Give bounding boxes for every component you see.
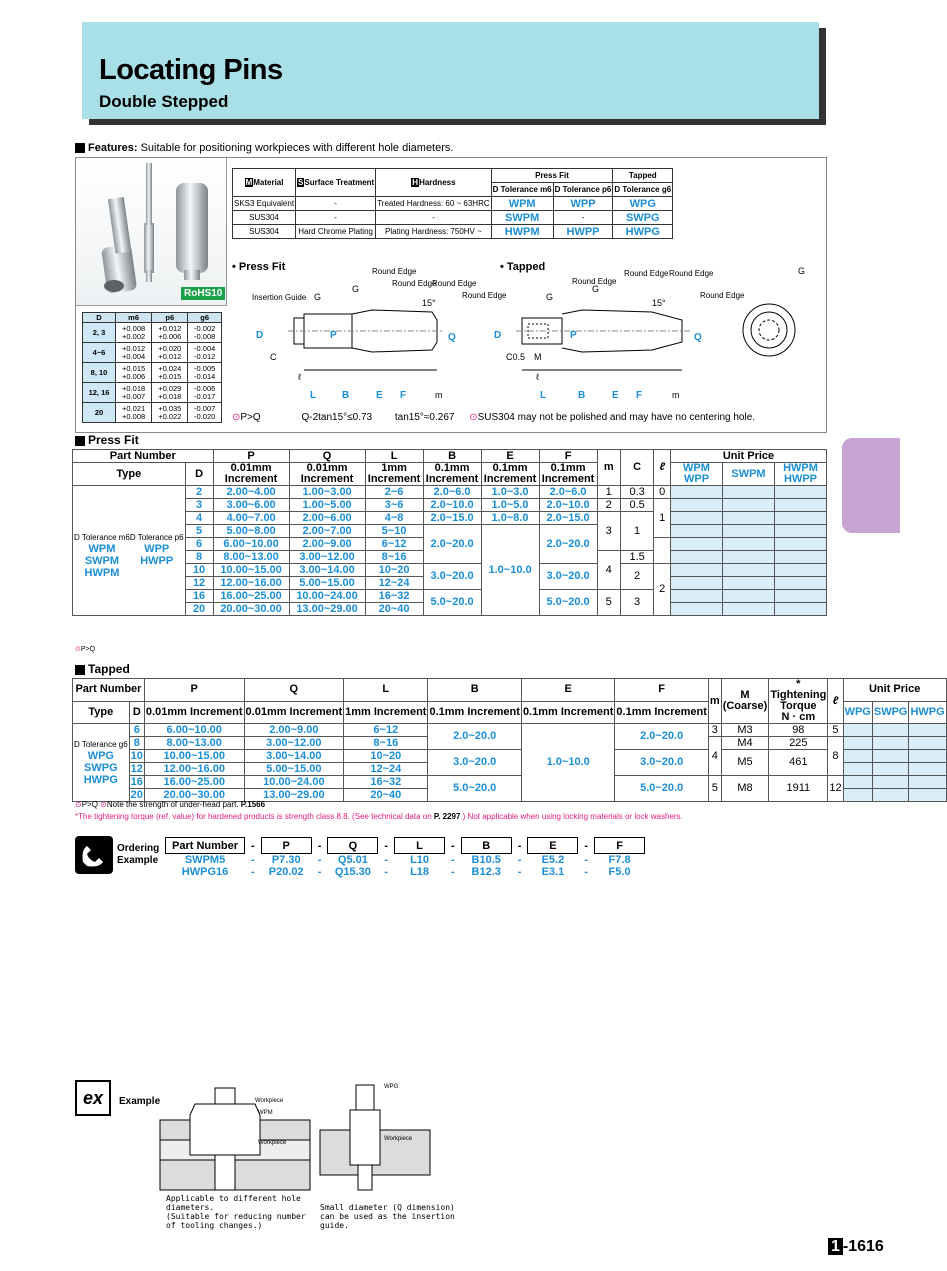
page-title: Locating Pins bbox=[99, 54, 283, 86]
price-cell[interactable] bbox=[671, 499, 723, 512]
price-cell[interactable] bbox=[775, 577, 827, 590]
price-cell[interactable] bbox=[775, 538, 827, 551]
price-cell[interactable] bbox=[723, 603, 775, 616]
price-cell[interactable] bbox=[843, 776, 872, 789]
table-row: 2, 3 +0.008 +0.002 +0.012 +0.006 -0.002 -0.008 bbox=[83, 323, 222, 343]
svg-text:Round Edge: Round Edge bbox=[462, 291, 507, 300]
type-link[interactable]: HWPG bbox=[613, 225, 673, 239]
example-label: Example bbox=[119, 1096, 161, 1107]
type-link[interactable]: WPM bbox=[491, 197, 553, 211]
svg-text:WPM: WPM bbox=[258, 1110, 273, 1116]
svg-text:ℓ: ℓ bbox=[536, 372, 539, 382]
table-row: 10 10.00~15.00 3.00~14.00 10~20 3.0~20.0 3.0~20.0 2 2 bbox=[73, 564, 827, 577]
svg-text:m: m bbox=[435, 390, 443, 400]
svg-text:P: P bbox=[570, 330, 577, 341]
svg-text:B: B bbox=[342, 390, 350, 401]
price-cell[interactable] bbox=[671, 525, 723, 538]
page-number: 1 -1616 bbox=[828, 1238, 884, 1256]
features-label: Features: bbox=[88, 142, 138, 154]
price-cell[interactable] bbox=[671, 486, 723, 499]
pressfit-table: Part Number P Q L B E F m C ℓ Unit Price Type D 0.01mm Increment 0.01mm Increment 1mm Increment 0.1mm Increment 0.1mm Increment 0.1mm Increment WPM WPP SWPM HWPM HWPP D Tolerance m6 WPM SWPM HWPM D Tolerance p6 WPP HWPP 2 2.00~4.00 1.00~3.00 2~6 2.0~6.0 1.0~3.0 2.0~6.0 1 0.3 0 3 3.00~6.00 1.00~5.00 3~6 2.0~10.0 1.0~5.0 2.0~10.0 2 0.5 1 4 4.00~7.00 2.00~6.00 4~8 2.0~15.0 1.0~8.0 2.0~15.0 3 1 5 5.00~8.00 2.00~7.00 5~10 2.0~20.0 1.0~10.0 2.0~20.0 6 6.00~10.00 2.00~9.00 6~12 8 8.00~13.00 3.00~12.00 8~16 4 1.5 10 10.00~15.00 3.00~14.00 10~20 3.0~20.0 3.0~20.0 2 2 12 12.00~16.00 5.00~15.00 12~24 16 16.00~25.00 10.00~24.00 16~32 5.0~20.0 5.0~20.0 5 3 20 20.00~30.00 13.00~29.00 20~40 bbox=[72, 449, 827, 616]
tol-m6-header: D Tolerance m6 bbox=[491, 183, 553, 197]
table-row: D Tolerance g6 WPG SWPG HWPG 6 6.00~10.00 2.00~9.00 6~12 2.0~20.0 1.0~10.0 2.0~20.0 3 M3 98 5 bbox=[73, 724, 947, 737]
right-example-caption: Small diameter (Q dimension) can be used as the insertion guide. bbox=[320, 1203, 455, 1230]
price-cell[interactable] bbox=[723, 590, 775, 603]
bullet-square-icon bbox=[75, 436, 85, 446]
svg-text:G: G bbox=[314, 292, 322, 302]
table-row: 20 20.00~30.00 13.00~29.00 20~40 bbox=[73, 603, 827, 616]
table-row: SUS304 Hard Chrome Plating Plating Hardness: 750HV ~ HWPM HWPP HWPG bbox=[233, 225, 673, 239]
price-cell[interactable] bbox=[723, 564, 775, 577]
svg-text:F: F bbox=[636, 390, 643, 401]
pressfit-section-heading: Press Fit bbox=[75, 433, 139, 447]
ex-badge-icon: ex bbox=[75, 1080, 111, 1116]
price-cell[interactable] bbox=[872, 737, 909, 750]
product-photo bbox=[76, 158, 227, 306]
page-subtitle: Double Stepped bbox=[99, 92, 229, 111]
price-cell[interactable] bbox=[723, 551, 775, 564]
price-cell[interactable] bbox=[843, 789, 872, 802]
tapped-diagram-label: • Tapped bbox=[500, 261, 546, 273]
price-cell[interactable] bbox=[671, 577, 723, 590]
svg-text:G: G bbox=[798, 266, 806, 276]
material-header: MMaterial bbox=[233, 169, 296, 197]
price-cell[interactable] bbox=[723, 538, 775, 551]
price-cell[interactable] bbox=[843, 724, 872, 737]
price-cell[interactable] bbox=[671, 551, 723, 564]
type-link[interactable]: SWPG bbox=[613, 211, 673, 225]
table-row: 20 +0.021 +0.008 +0.035 +0.022 -0.007 -0.020 bbox=[83, 403, 222, 423]
features-heading bbox=[75, 142, 453, 154]
phone-icon bbox=[75, 836, 113, 874]
price-cell[interactable] bbox=[723, 525, 775, 538]
svg-text:D: D bbox=[256, 330, 264, 341]
ordering-table: Part Number - P - Q - L - B - E - F SWPM5 - P7.30 - Q5.01 - L10 - B10.5 - E5.2 - F7.8 HWPG16 - P20.02 - Q15.30 - L18 - B12.3 - E3.1 - F5.0 bbox=[165, 837, 645, 878]
table-row: 12, 16 +0.018 +0.007 +0.029 +0.018 -0.006 -0.017 bbox=[83, 383, 222, 403]
svg-text:Workpiece: Workpiece bbox=[258, 1140, 287, 1146]
svg-text:15°: 15° bbox=[422, 298, 436, 308]
svg-text:15°: 15° bbox=[652, 298, 666, 308]
type-link[interactable]: SWPM bbox=[491, 211, 553, 225]
price-cell[interactable] bbox=[909, 776, 946, 789]
table-row: SKS3 Equivalent - Treated Hardness: 60 ~ 63HRC WPM WPP WPG bbox=[233, 197, 673, 211]
price-cell[interactable] bbox=[775, 551, 827, 564]
diagram-notes: ⊙P>Q Q-2tan15°≤0.73 tan15°≈0.267 ⊙SUS304 may not be polished and may have no centering hole. bbox=[232, 412, 756, 423]
table-row: 20 20.00~30.00 13.00~29.00 20~40 bbox=[73, 789, 947, 802]
tapped-notes: ⊙P>Q ⊙Note the strength of under-head part. P.1566 bbox=[75, 800, 266, 809]
type-link[interactable]: WPP bbox=[553, 197, 613, 211]
bullet-square-icon bbox=[75, 665, 85, 675]
tol-p6-header: D Tolerance p6 bbox=[553, 183, 613, 197]
svg-text:G: G bbox=[546, 292, 554, 302]
svg-text:E: E bbox=[612, 390, 619, 401]
pin-icon: ⊙ bbox=[100, 800, 107, 809]
material-table bbox=[232, 168, 673, 239]
price-cell[interactable] bbox=[909, 789, 946, 802]
left-example-caption: Applicable to different hole diameters. (Suitable for reducing number of tooling changes.) bbox=[166, 1194, 306, 1230]
svg-text:Workpiece: Workpiece bbox=[255, 1098, 284, 1104]
price-cell[interactable] bbox=[909, 750, 946, 763]
svg-text:Round Edge: Round Edge bbox=[669, 269, 714, 278]
tol-g6-header: D Tolerance g6 bbox=[613, 183, 673, 197]
price-cell[interactable] bbox=[671, 538, 723, 551]
svg-text:m: m bbox=[672, 390, 680, 400]
price-cell[interactable] bbox=[775, 486, 827, 499]
price-cell[interactable] bbox=[775, 512, 827, 525]
tolerance-table: D m6 p6 g6 2, 3 +0.008 +0.002 +0.012 +0.006 -0.002 -0.008 4~6 +0.012 +0.004 +0.020 +0.012 -0.004 -0.012 8, 10 +0.015 +0.006 +0.024 +0.015 -0.005 -0.014 12, 16 +0.018 +0.007 +0.029 +0.018 -0.006 -0.017 20 +0.021 +0.008 +0.035 +0.022 -0.007 -0.020 bbox=[82, 312, 222, 423]
price-cell[interactable] bbox=[872, 763, 909, 776]
table-row: HWPG16 - P20.02 - Q15.30 - L18 - B12.3 - E3.1 - F5.0 bbox=[181, 866, 631, 878]
page-ref-link[interactable]: P.1566 bbox=[240, 800, 266, 809]
svg-text:Round Edge: Round Edge bbox=[572, 277, 617, 286]
page-ref-link[interactable]: P. 2297 bbox=[433, 812, 461, 821]
table-row: 10 10.00~15.00 3.00~14.00 10~20 3.0~20.0 3.0~20.0 M5 461 bbox=[73, 750, 947, 763]
m-badge-icon: M bbox=[245, 178, 253, 187]
surface-header: SSurface Treatment bbox=[296, 169, 376, 197]
table-row: 5 5.00~8.00 2.00~7.00 5~10 2.0~20.0 1.0~10.0 2.0~20.0 bbox=[73, 525, 827, 538]
pin-icon: ⊙ bbox=[469, 412, 478, 423]
type-link[interactable]: WPG bbox=[613, 197, 673, 211]
price-cell[interactable] bbox=[723, 486, 775, 499]
table-row: 12 12.00~16.00 5.00~15.00 12~24 bbox=[73, 763, 947, 776]
price-cell[interactable] bbox=[843, 737, 872, 750]
pressfit-type-cell: D Tolerance m6 WPM SWPM HWPM D Tolerance p6 WPP HWPP bbox=[73, 486, 186, 616]
pin-icon: ⊙ bbox=[75, 646, 81, 653]
svg-text:Round Edge: Round Edge bbox=[432, 279, 477, 288]
table-row: 12 12.00~16.00 5.00~15.00 12~24 bbox=[73, 577, 827, 590]
price-cell[interactable] bbox=[843, 750, 872, 763]
price-cell[interactable] bbox=[775, 525, 827, 538]
svg-text:E: E bbox=[376, 390, 383, 401]
price-cell[interactable] bbox=[843, 763, 872, 776]
svg-text:D: D bbox=[494, 330, 502, 341]
svg-text:F: F bbox=[400, 390, 407, 401]
svg-text:Q: Q bbox=[448, 332, 456, 343]
price-cell[interactable] bbox=[909, 763, 946, 776]
price-cell[interactable] bbox=[671, 512, 723, 525]
svg-text:L: L bbox=[310, 390, 317, 401]
type-link[interactable]: HWPM bbox=[491, 225, 553, 239]
s-badge-icon: S bbox=[298, 178, 304, 187]
table-row: 8 8.00~13.00 3.00~12.00 8~16 4 1.5 bbox=[73, 551, 827, 564]
price-cell[interactable] bbox=[872, 724, 909, 737]
table-row: 4 4.00~7.00 2.00~6.00 4~8 2.0~15.0 1.0~8.0 2.0~15.0 3 1 bbox=[73, 512, 827, 525]
table-row: 8, 10 +0.015 +0.006 +0.024 +0.015 -0.005 -0.014 bbox=[83, 363, 222, 383]
table-row: 16 16.00~25.00 10.00~24.00 16~32 5.0~20.0 5.0~20.0 5 3 bbox=[73, 590, 827, 603]
price-cell[interactable] bbox=[671, 603, 723, 616]
svg-text:G: G bbox=[352, 284, 360, 294]
hardness-header: HHardness bbox=[376, 169, 491, 197]
price-cell[interactable] bbox=[671, 564, 723, 577]
svg-text:G: G bbox=[592, 284, 600, 294]
h-badge-icon: H bbox=[412, 178, 419, 187]
pressfit-note: ⊙P>Q bbox=[75, 646, 96, 653]
table-row: 6 6.00~10.00 2.00~9.00 6~12 bbox=[73, 538, 827, 551]
pressfit-diagram-label: • Press Fit bbox=[232, 261, 286, 273]
svg-text:Q: Q bbox=[694, 332, 702, 343]
torque-note: *The tightening torque (ref. value) for hardened products is strength class 8.8. (See technical data on P. 2297 ) Not applicable when using locking materials or lock washers. bbox=[75, 812, 683, 821]
price-cell[interactable] bbox=[775, 590, 827, 603]
tapped-table: Part Number P Q L B E F m M (Coarse) * Tightening Torque N · cm ℓ Unit Price Type D 0.01mm Increment 0.01mm Increment 1mm Increment 0.1mm Increment 0.1mm Increment 0.1mm Increment WPG SWPG HWPG D Tolerance g6 WPG SWPG HWPG 6 6.00~10.00 2.00~9.00 6~12 2.0~20.0 1.0~10.0 2.0~20.0 3 M3 98 5 8 8.00~13.00 3.00~12.00 8~16 4 M4 225 8 10 10.00~15.00 3.00~14.00 10~20 3.0~20.0 3.0~20.0 M5 461 12 12.00~16.00 5.00~15.00 12~24 16 16.00~25.00 10.00~24.00 16~32 5.0~20.0 5.0~20.0 5 M8 1911 12 20 20.00~30.00 13.00~29.00 20~40 bbox=[74, 678, 945, 801]
svg-text:B: B bbox=[578, 390, 586, 401]
ordering-label: Ordering Example bbox=[117, 843, 160, 866]
svg-text:Round Edge: Round Edge bbox=[392, 279, 437, 288]
features-text: Suitable for positioning workpieces with different hole diameters. bbox=[140, 142, 454, 154]
svg-text:Round Edge: Round Edge bbox=[372, 267, 417, 276]
table-row: SUS304 - - SWPM - SWPG bbox=[233, 211, 673, 225]
price-cell[interactable] bbox=[723, 577, 775, 590]
price-cell[interactable] bbox=[909, 724, 946, 737]
svg-text:Round Edge: Round Edge bbox=[624, 269, 669, 278]
rohs-badge: RoHS10 bbox=[181, 287, 225, 300]
price-cell[interactable] bbox=[872, 750, 909, 763]
price-cell[interactable] bbox=[775, 564, 827, 577]
price-cell[interactable] bbox=[872, 789, 909, 802]
price-cell[interactable] bbox=[909, 737, 946, 750]
table-row: SWPM5 - P7.30 - Q5.01 - L10 - B10.5 - E5.2 - F7.8 bbox=[184, 853, 631, 866]
tapped-header: Tapped bbox=[613, 169, 673, 183]
insertion-guide-label: Insertion Guide bbox=[252, 293, 307, 302]
svg-text:P: P bbox=[330, 330, 337, 341]
wpg-example-drawing bbox=[320, 1080, 430, 1195]
svg-text:Round Edge: Round Edge bbox=[700, 291, 745, 300]
svg-text:M: M bbox=[534, 352, 542, 362]
table-row: 4~6 +0.012 +0.004 +0.020 +0.012 -0.004 -0.012 bbox=[83, 343, 222, 363]
pressfit-header: Press Fit bbox=[491, 169, 613, 183]
tapped-type-cell: D Tolerance g6 WPG SWPG HWPG bbox=[73, 724, 130, 802]
svg-text:ℓ: ℓ bbox=[298, 372, 301, 382]
price-cell[interactable] bbox=[723, 499, 775, 512]
svg-text:L: L bbox=[540, 390, 547, 401]
wpm-example-drawing bbox=[160, 1080, 310, 1195]
price-cell[interactable] bbox=[671, 590, 723, 603]
svg-text:Workpiece: Workpiece bbox=[384, 1136, 413, 1142]
tapped-section-heading: Tapped bbox=[75, 662, 130, 676]
table-row: 8 8.00~13.00 3.00~12.00 8~16 4 M4 225 8 bbox=[73, 737, 947, 750]
table-row: D Tolerance m6 WPM SWPM HWPM D Tolerance p6 WPP HWPP 2 2.00~4.00 1.00~3.00 2~6 2.0~6.0 1.0~3.0 2.0~6.0 1 0.3 0 bbox=[73, 486, 827, 499]
price-cell[interactable] bbox=[723, 512, 775, 525]
table-row: 16 16.00~25.00 10.00~24.00 16~32 5.0~20.0 5.0~20.0 5 M8 1911 12 bbox=[73, 776, 947, 789]
type-link[interactable]: HWPP bbox=[553, 225, 613, 239]
pin-icon: ⊙ bbox=[232, 412, 241, 423]
svg-text:C: C bbox=[270, 352, 277, 362]
svg-text:C0.5: C0.5 bbox=[506, 352, 526, 362]
table-row: 3 3.00~6.00 1.00~5.00 3~6 2.0~10.0 1.0~5.0 2.0~10.0 2 0.5 1 bbox=[73, 499, 827, 512]
pin-icon: ⊙ bbox=[75, 800, 82, 809]
price-cell[interactable] bbox=[775, 603, 827, 616]
svg-text:WPG: WPG bbox=[384, 1084, 399, 1090]
price-cell[interactable] bbox=[872, 776, 909, 789]
pins-photo-icon bbox=[76, 158, 227, 306]
bullet-square-icon bbox=[75, 143, 85, 153]
price-cell[interactable] bbox=[775, 499, 827, 512]
section-side-tab[interactable] bbox=[842, 438, 900, 533]
